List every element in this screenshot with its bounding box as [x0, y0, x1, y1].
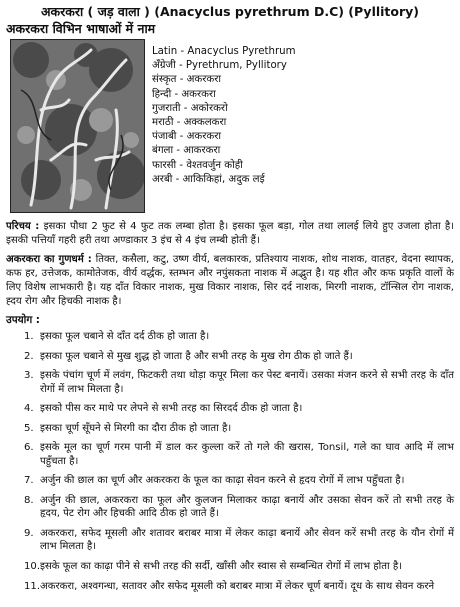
item-text: इसका फूल चबाने से मुख शुद्ध हो जाता है और सभी तरह के मुख रोग ठीक हो जाते हैं।: [40, 350, 353, 362]
list-item: [6, 441, 454, 468]
item-text: इसको पीस कर माथे पर लेपने से सभी तरह का सिरदर्द ठीक हो जाता है।: [40, 403, 303, 415]
properties-label: अकरकरा का गुणधर्म :: [6, 254, 92, 265]
item-text: अर्जुन की छाल का चूर्ण और अकरकरा के फूल का काढ़ा सेवन करने से हृदय रोगों में लाभ पहुँचता है।: [40, 475, 405, 487]
language-name: Latin - Anacyclus Pyrethrum: [152, 46, 296, 57]
page-title: अकरकरा ( जड़ वाला ) (Anacyclus pyrethrum D.C) (Pyllitory): [40, 4, 420, 19]
language-name: फारसी - वेश्तवर्जुन कोही: [152, 159, 243, 171]
language-name: अरबी - आकिकिहां, अदुक लई: [152, 173, 265, 185]
language-name: अँग्रेजी - Pyrethrum, Pyllitory: [152, 60, 287, 72]
item-text: इसका चूर्ण सूँघने से मिरगी का दौरा ठीक हो जाता है।: [40, 422, 232, 434]
item-number: 10.: [24, 560, 41, 572]
item-number: 1.: [24, 331, 34, 342]
language-name: मराठी - अक्कलकरा: [152, 117, 227, 129]
list-item: [6, 330, 454, 343]
list-item: [6, 474, 454, 487]
language-name: हिन्दी - अकरकरा: [152, 88, 216, 100]
item-text: अकरकरा, सफेद मूसली और शतावर बराबर मात्रा में लेकर काढ़ा बनायें और सेवन करें सभी तरह के यौन रोगों में लाभ मिलता है।: [40, 527, 454, 553]
properties-paragraph: [6, 253, 454, 309]
item-number: 4.: [24, 403, 34, 415]
list-item: [6, 422, 454, 435]
item-text: अकरकरा, अश्वगन्धा, सतावर और सफेद मूसली को बराबर मात्रा में लेकर चूर्ण बनायें। दूध के साथ सेवन करने: [40, 580, 435, 592]
names-section: [6, 37, 454, 220]
language-name: गुजराती - अकोरकरो: [152, 102, 228, 114]
language-name: पंजाबी - अकरकरा: [152, 131, 221, 143]
item-number: 9.: [24, 527, 34, 539]
properties-text: तिक्त, कसैला, कटु, उष्ण वीर्य, बलकारक, प्रतिश्याय नाशक, शोथ नाशक, वातहर, वेदना स्थापक, कफ हर, उत्तेजक, कामोतेजक, वीर्य वर्द्धक, स्तम्भन और नपुंसकता नाशक में अद्भुत है। यह शीत और कफ प्रकृति वालों के लिए विशेष लाभकारी है। यह दाँत विकार नाशक, मुख विकार नाशक, सिर दर्द नाशक, मिरगी नाशक, टॉन्सिल रोग नाशक, ह्दय रोग और हिचकी नाशक है।: [6, 254, 454, 307]
item-number: 8.: [24, 494, 34, 506]
item-text: इसके पंचांग चूर्ण में लवंग, फिटकरी तथा थोड़ा कपूर मिला कर पेस्ट बनायें। उसका मंजन करने से सभी तरह के दाँत रोगों में लाभ मिलता है।: [40, 370, 454, 395]
item-text: इसका फूल चबाने से दाँत दर्द ठीक हो जाता है।: [40, 331, 210, 342]
list-item: [6, 494, 454, 521]
list-item: [6, 402, 454, 415]
list-item: [6, 527, 454, 554]
item-number: 7.: [24, 475, 34, 487]
item-number: 11.: [24, 580, 41, 592]
item-number: 3.: [24, 370, 34, 382]
list-item: [6, 369, 454, 396]
item-number: 5.: [24, 422, 34, 434]
item-number: 2.: [24, 350, 34, 362]
list-item: [6, 580, 454, 593]
item-text: अर्जुन की छाल, अकरकरा का फूल और कुलजन मिलाकर काढ़ा बनायें और उसका सेवन करें तो सभी तरह के हृदय, पेट रोग और हिचकी आदि ठीक हो जाते हैं।: [40, 494, 454, 520]
uses-heading: उपयोग :: [6, 314, 40, 326]
list-item: [6, 560, 454, 573]
herb-drawing: [11, 40, 144, 212]
list-item: [6, 350, 454, 363]
introduction-paragraph: [6, 220, 454, 248]
uses-list: [6, 330, 454, 593]
introduction-label: परिचय :: [6, 221, 40, 232]
item-text: इसके फूल का काढ़ा पीने से सभी तरह की सर्दी, खाँसी और स्वास से सम्बन्धित रोगों में लाभ होता है।: [40, 560, 403, 572]
names-heading: अकरकरा विभिन भाषाओं में नाम: [6, 21, 156, 36]
language-names-list: [152, 45, 296, 187]
introduction-text: इसका पौधा 2 फुट से 4 फुट तक लम्बा होता है। इसका फूल बड़ा, गोल तथा लालई लिये हुए उजला होता है। इसकी पत्तियाँ गहरी हरी तथा अण्डाकार 3 इंच से 4 इंच लम्बी होती हैं।: [6, 221, 455, 246]
language-name: संस्कृत - अकरकरा: [152, 74, 222, 86]
herb-illustration: [10, 39, 145, 213]
item-number: 6.: [24, 442, 34, 454]
item-text: इसके मूल का चूर्ण गरम पानी में डाल कर कुल्ला करें तो गले की खरास, Tonsil, गले का घाव आदि में लाभ पहुँचता है।: [40, 442, 454, 467]
language-name: बंगला - आकरकरा: [152, 145, 221, 157]
